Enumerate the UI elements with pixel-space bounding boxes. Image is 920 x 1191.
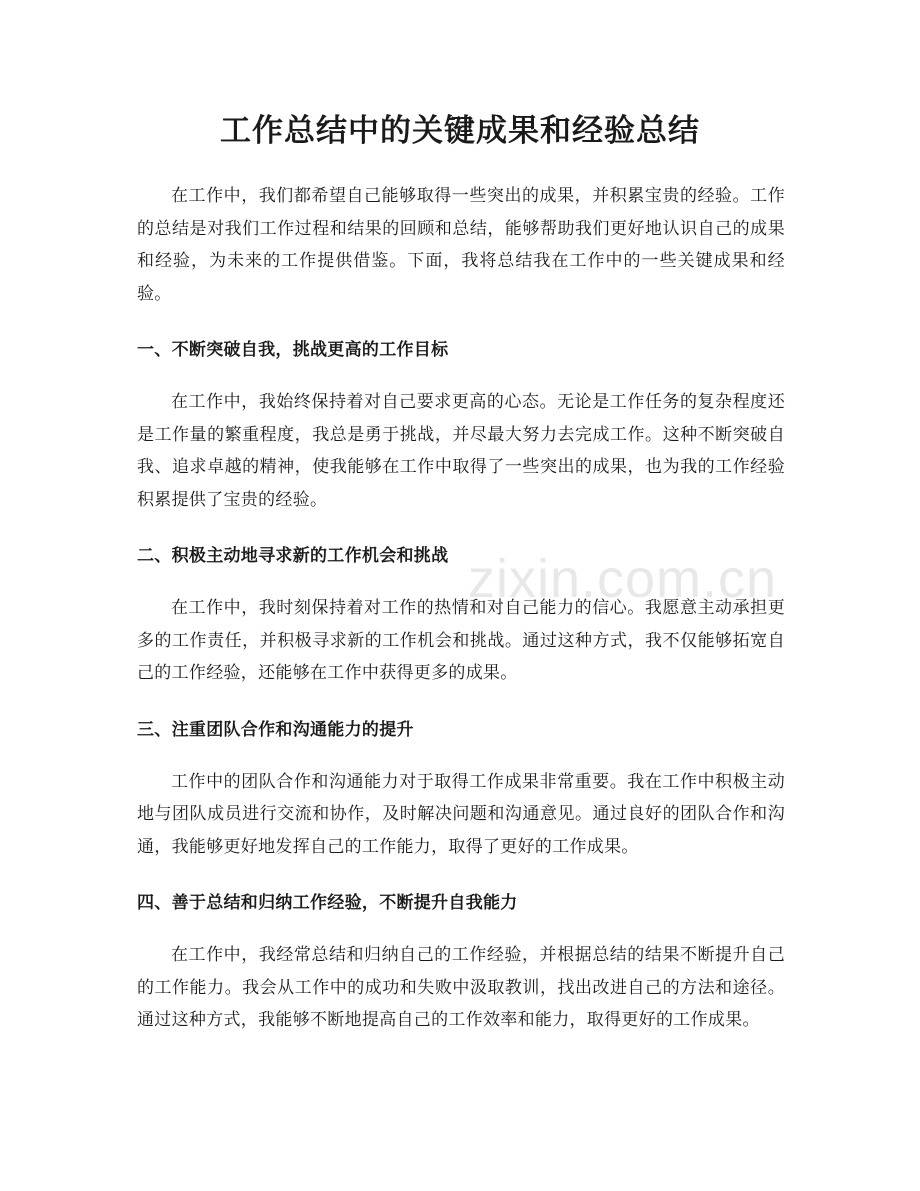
intro-paragraph: 在工作中，我们都希望自己能够取得一些突出的成果，并积累宝贵的经验。工作的总结是对我们工作过程和结果的回顾和总结，能够帮助我们更好地认识自己的成果和经验，为未来的工作提供借鉴。下面，我将总结我在工作中的一些关键成果和经验。	[137, 186, 785, 304]
section-heading: 三、注重团队合作和沟通能力的提升	[137, 719, 414, 740]
section-paragraph: 在工作中，我时刻保持着对工作的热情和对自己能力的信心。我愿意主动承担更多的工作责任，并积极寻求新的工作机会和挑战。通过这种方式，我不仅能够拓宽自己的工作经验，还能够在工作中获得更多的成果。	[137, 598, 785, 683]
section-4	[137, 887, 785, 1037]
section-paragraph: 在工作中，我经常总结和归纳自己的工作经验，并根据总结的结果不断提升自己的工作能力。我会从工作中的成功和失败中汲取教训，找出改进自己的方法和途径。通过这种方式，我能够不断地提高自己的工作效率和能力，取得更好的工作成果。	[137, 945, 785, 1030]
section-paragraph: 在工作中，我始终保持着对自己要求更高的心态。无论是工作任务的复杂程度还是工作量的繁重程度，我总是勇于挑战，并尽最大努力去完成工作。这种不断突破自我、追求卓越的精神，使我能够在工作中取得了一些突出的成果，也为我的工作经验积累提供了宝贵的经验。	[137, 392, 785, 510]
section-heading: 二、积极主动地寻求新的工作机会和挑战	[137, 546, 449, 566]
section-paragraph: 工作中的团队合作和沟通能力对于取得工作成果非常重要。我在工作中积极主动地与团队成员进行交流和协作，及时解决问题和沟通意见。通过良好的团队合作和沟通，我能够更好地发挥自己的工作能力，取得了更好的工作成果。	[137, 771, 785, 857]
section-1	[137, 334, 785, 516]
document-body	[137, 180, 785, 1037]
watermark: zixin.com.cn	[468, 549, 778, 609]
section-heading: 一、不断突破自我，挑战更高的工作目标	[137, 340, 449, 360]
section-heading: 四、善于总结和归纳工作经验，不断提升自我能力	[137, 893, 518, 913]
document-title: 工作总结中的关键成果和经验总结	[220, 113, 700, 149]
section-3	[137, 714, 785, 864]
section-2	[137, 540, 785, 690]
